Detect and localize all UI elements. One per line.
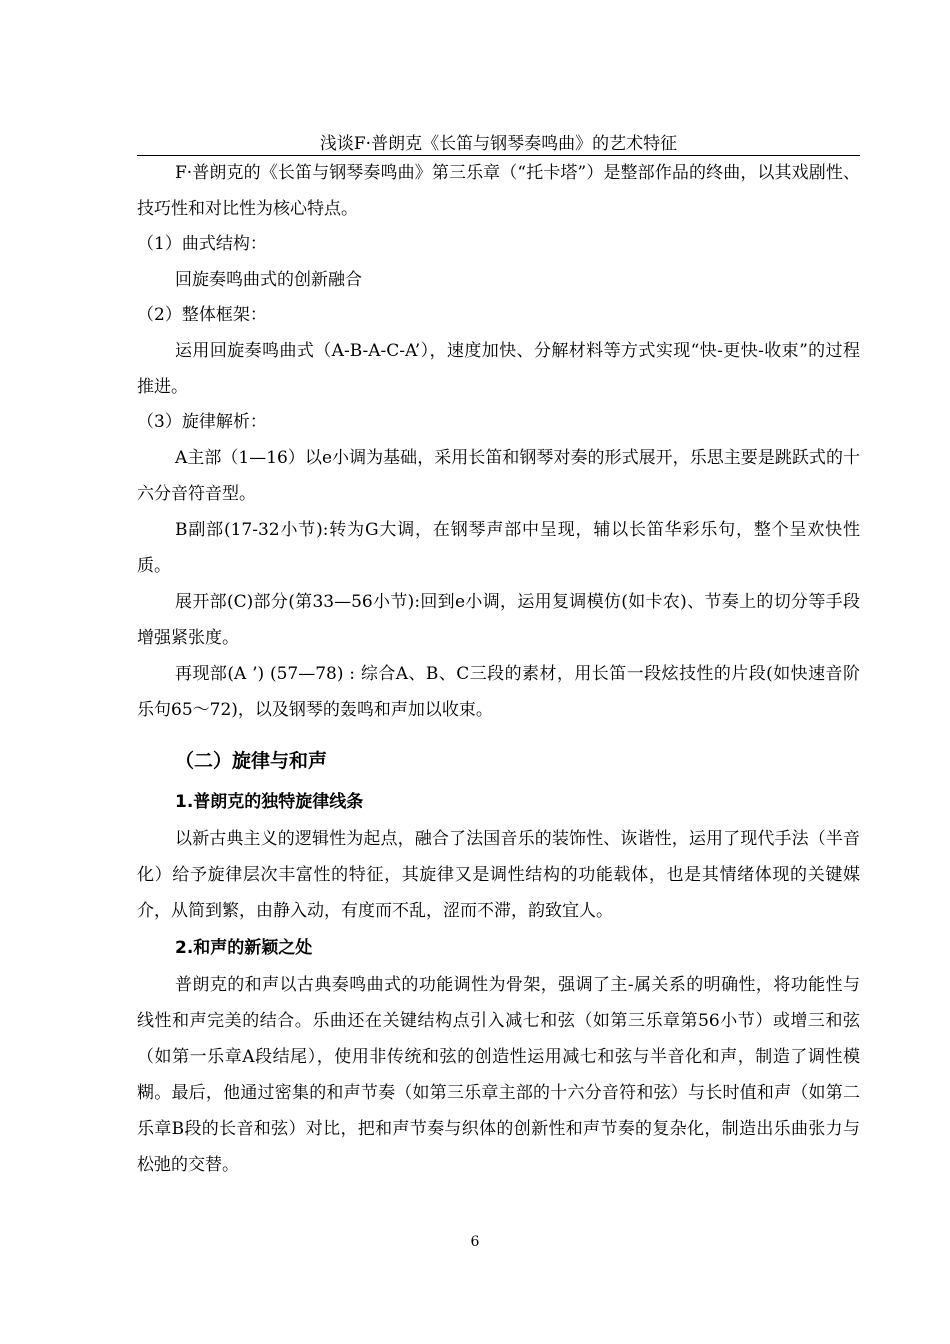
intro-paragraph: F·普朗克的《长笛与钢琴奏鸣曲》第三乐章（“托卡塔”）是整部作品的终曲，以其戏剧性、技巧性和对比性为核心特点。 xyxy=(137,163,860,219)
item-3-label: （3）旋律解析： xyxy=(137,412,267,432)
subsection-1-heading: 1.普朗克的独特旋律线条 xyxy=(175,792,364,812)
item-2-label: （2）整体框架： xyxy=(137,305,267,325)
subsection-1-text: 以新古典主义的逻辑性为起点，融合了法国音乐的装饰性、诙谐性，运用了现代手法（半音化）给予旋律层次丰富性的特征，其旋律又是调性结构的功能载体，也是其情绪体现的关键媒介，从简到繁，由静入动，有度而不乱，涩而不滞，韵致宜人。 xyxy=(137,829,860,921)
a-section-paragraph: A主部（1—16）以e小调为基础，采用长笛和钢琴对奏的形式展开，乐思主要是跳跃式的十六分音符音型。 xyxy=(137,448,860,504)
b-section-paragraph: B副部(17-32小节):转为G大调，在钢琴声部中呈现，辅以长笛华彩乐句，整个呈欢快性质。 xyxy=(137,520,860,576)
section-heading: （二）旋律与和声 xyxy=(175,750,328,772)
recap-paragraph: 再现部(A ’) (57—78) : 综合A、B、C三段的素材，用长笛一段炫技性的片段(如快速音阶乐句65～72)，以及钢琴的轰鸣和声加以收束。 xyxy=(137,664,860,720)
item-2-text: 运用回旋奏鸣曲式（A-B-A-C-A’），速度加快、分解材料等方式实现“快-更快-收束”的过程推进。 xyxy=(137,341,860,397)
subsection-2-text: 普朗克的和声以古典奏鸣曲式的功能调性为骨架，强调了主-属关系的明确性，将功能性与线性和声完美的结合。乐曲还在关键结构点引入减七和弦（如第三乐章第56小节）或增三和弦（如第一乐章A段结尾），使用非传统和弦的创造性运用减七和弦与半音化和声，制造了调性模糊。最后，他通过密集的和声节奏（如第三乐章主部的十六分音符和弦）与长时值和声（如第二乐章B段的长音和弦）对比，把和声节奏与织体的创新性和声节奏的复杂化，制造出乐曲张力与松弛的交替。 xyxy=(137,975,860,1175)
item-1-text: 回旋奏鸣曲式的创新融合 xyxy=(175,270,362,290)
item-1-label: （1）曲式结构： xyxy=(137,234,267,254)
running-header: 浅谈F·普朗克《长笛与钢琴奏鸣曲》的艺术特征 xyxy=(319,134,678,154)
subsection-2-heading: 2.和声的新颖之处 xyxy=(175,938,313,958)
page-body xyxy=(137,155,860,1183)
page-number: 6 xyxy=(470,1234,480,1250)
c-section-paragraph: 展开部(C)部分(第33—56小节):回到e小调，运用复调模仿(如卡农)、节奏上的切分等手段增强紧张度。 xyxy=(137,592,860,648)
